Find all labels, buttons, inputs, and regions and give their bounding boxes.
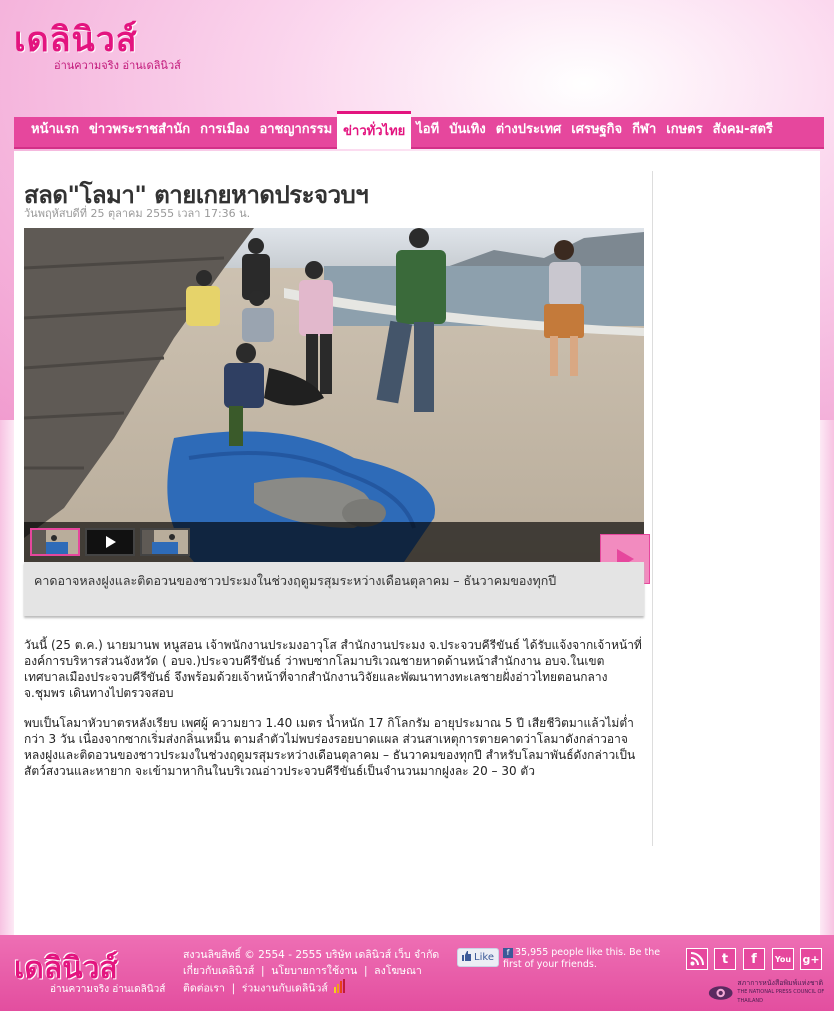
- thumbnail-photo-2[interactable]: [140, 528, 190, 556]
- article-headline: สลด"โลมา" ตายเกยหาดประจวบฯ: [24, 181, 369, 209]
- nav-item-agriculture[interactable]: เกษตร: [666, 122, 703, 137]
- photo-gallery: [24, 228, 644, 562]
- press-council-name-en: THE NATIONAL PRESS COUNCIL OF THAILAND: [737, 989, 825, 1004]
- thumbnail-photo-1[interactable]: [30, 528, 80, 556]
- facebook-like-button[interactable]: [457, 948, 499, 967]
- footer-link-contact[interactable]: ติดต่อเรา: [183, 982, 225, 995]
- google-plus-icon[interactable]: g+: [800, 948, 822, 970]
- article-paragraph: พบเป็นโลมาหัวบาตรหลังเรียบ เพศผู้ ความยาว 1.40 เมตร น้ำหนัก 17 กิโลกรัม อายุประมาณ 5 ปี เสียชีวิตมาแล้วไม่ต่ำกว่า 3 วัน เนื่องจากซากเริ่มส่งกลิ่นเหม็น ตามลำตัวไม่พบร่องรอยบาดแผล ส่วนสาเหตุการตายคาดว่าโลมาดังกล่าวอาจหลงฝูงและติดอวนของชาวประมงในช่วงฤดูมรสุมระหว่างเดือนตุลาคม – ธันวาคมของทุกปี สำหรับโลมาพันธ์ดังกล่าวเป็นสัตว์สงวนและหายาก จะเข้ามาหากินในบริเวณอ่าวประจวบคีรีขันธ์เป็นจำนวนมากฝูงละ 20 – 30 ตัว: [24, 716, 636, 778]
- copyright-text: สงวนลิขสิทธิ์ © 2554 - 2555 บริษัท เดลินิวส์ เว็บ จำกัด: [183, 949, 440, 961]
- nav-item-politics[interactable]: การเมือง: [200, 122, 250, 137]
- footer: [0, 935, 834, 1011]
- footer-logo[interactable]: เดลินิวส์: [14, 951, 118, 986]
- content-area: [14, 151, 820, 935]
- nav-item-it[interactable]: ไอที: [416, 122, 440, 137]
- photo-caption: คาดอาจหลงฝูงและติดอวนของชาวประมงในช่วงฤดูมรสุมระหว่างเดือนตุลาคม – ธันวาคมของทุกปี: [24, 562, 644, 616]
- footer-links: สงวนลิขสิทธิ์ © 2554 - 2555 บริษัท เดลินิวส์ เว็บ จำกัด เกี่ยวกับเดลินิวส์ | นโยบายการใช้งาน | ลงโฆษณา ติดต่อเรา | ร่วมงานกับเดลินิวส์: [183, 947, 439, 998]
- facebook-icon: f: [503, 948, 513, 958]
- facebook-icon[interactable]: f: [743, 948, 765, 970]
- nav-item-society[interactable]: สังคม-สตรี: [712, 122, 773, 137]
- thumbnail-strip: [24, 522, 644, 562]
- main-nav: [14, 117, 824, 149]
- footer-link-careers[interactable]: ร่วมงานกับเดลินิวส์: [241, 982, 328, 995]
- nav-item-home[interactable]: หน้าแรก: [31, 122, 79, 137]
- eye-icon: [708, 984, 733, 1002]
- footer-link-policy[interactable]: นโยบายการใช้งาน: [271, 965, 358, 977]
- main-photo: [24, 228, 644, 562]
- twitter-icon[interactable]: t: [714, 948, 736, 970]
- logo-tagline: อ่านความจริง อ่านเดลินิวส์: [54, 59, 181, 72]
- site-logo[interactable]: [14, 22, 181, 74]
- facebook-like-icon: [462, 951, 472, 964]
- fb-text: 35,955 people like this. Be the first of your friends.: [503, 947, 661, 970]
- facebook-like-count: [503, 947, 673, 971]
- nav-item-entertainment[interactable]: บันเทิง: [449, 122, 486, 137]
- thumbnail-video[interactable]: [85, 528, 135, 556]
- nav-item-sports[interactable]: กีฬา: [632, 122, 657, 137]
- nav-item-foreign[interactable]: ต่างประเทศ: [495, 122, 562, 137]
- like-label: Like: [474, 952, 494, 963]
- article-paragraph: วันนี้ (25 ต.ค.) นายมานพ หนูสอน เจ้าพนักงานประมงอาวุโส สำนักงานประมง จ.ประจวบคีรีขันธ์ ได้รับแจ้งจากเจ้าหน้าที่องค์การบริหารส่วนจังหวัด ( อบจ.)ประจวบคีรีขันธ์ ว่าพบซากโลมาบริเวณชายหาดด้านหน้าสำนักงาน อบจ.ในเขตเทศบาลเมืองประจวบคีรีขันธ์ จึงพร้อมด้วยเจ้าหน้าที่จากสำนักงานวิจัยและพัฒนาทางทะเลชายฝั่งอ่าวไทยตอนกลาง จ.ชุมพร เดินทางไปตรวจสอบ: [24, 638, 642, 700]
- logo-text: เดลินิวส์: [14, 20, 138, 60]
- footer-link-advertise[interactable]: ลงโฆษณา: [374, 965, 422, 977]
- bar-chart-icon: [334, 979, 346, 998]
- youtube-icon[interactable]: You: [772, 948, 794, 970]
- press-council-logo[interactable]: [708, 979, 834, 1006]
- article-dateline: วันพฤหัสบดีที่ 25 ตุลาคม 2555 เวลา 17:36 น.: [24, 207, 251, 220]
- footer-link-about[interactable]: เกี่ยวกับเดลินิวส์: [183, 965, 255, 977]
- nav-item-regional[interactable]: ข่าวทั่วไทย: [337, 111, 411, 149]
- press-council-name: สภาการหนังสือพิมพ์แห่งชาติ: [737, 979, 824, 987]
- column-divider: [652, 171, 653, 846]
- nav-item-economy[interactable]: เศรษฐกิจ: [571, 122, 623, 137]
- footer-tagline: อ่านความจริง อ่านเดลินิวส์: [50, 984, 166, 995]
- nav-item-crime[interactable]: อาชญากรรม: [259, 122, 333, 137]
- nav-item-royal[interactable]: ข่าวพระราชสำนัก: [89, 122, 191, 137]
- rss-icon[interactable]: [686, 948, 708, 970]
